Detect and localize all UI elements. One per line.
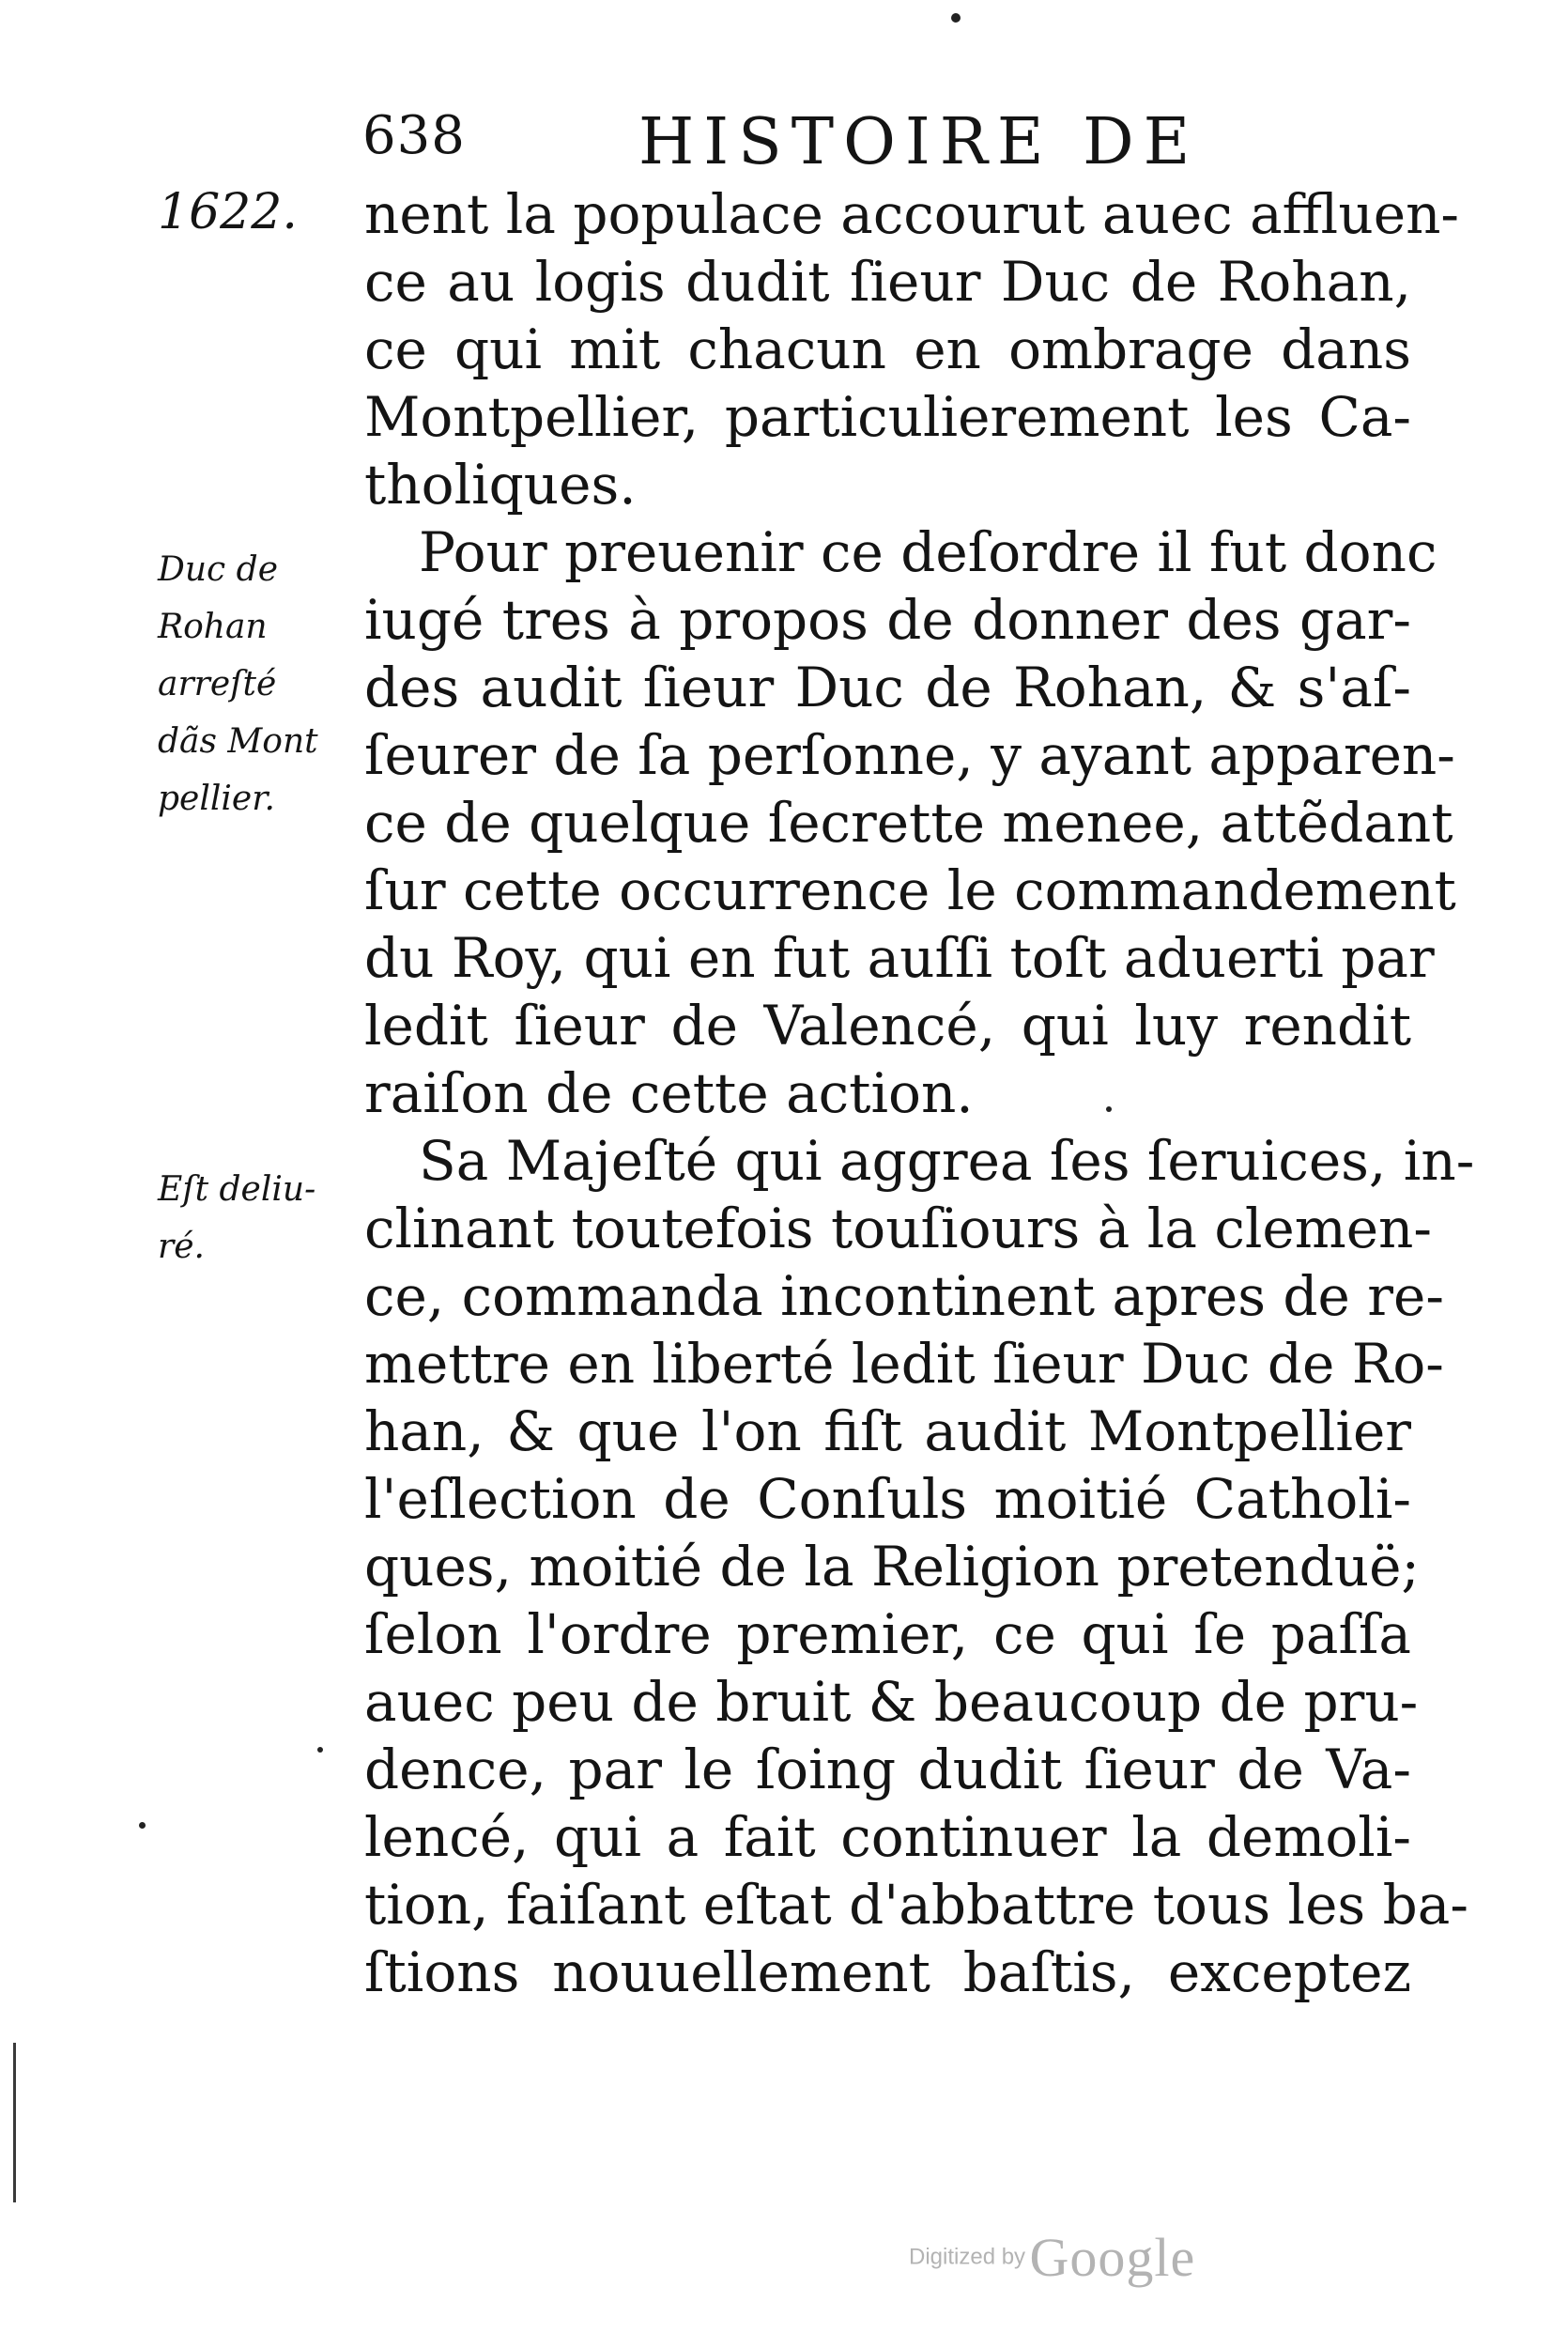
- text-line: ſeurer de ſa perſonne, y ayant apparen-: [364, 723, 1455, 787]
- page-number: 638: [362, 105, 466, 166]
- text-line: mettre en liberté ledit ſieur Duc de Ro-: [364, 1332, 1444, 1396]
- text-line: tholiques.: [364, 453, 637, 517]
- scan-edge-mark: [13, 2043, 16, 2202]
- text-line: auec peu de bruit & beaucoup de pru-: [364, 1670, 1419, 1734]
- page-header: [338, 105, 1258, 180]
- running-title: HISTOIRE DE: [638, 105, 1200, 179]
- margin-note-line: Duc de: [158, 550, 279, 589]
- margin-note-line: arreſté: [158, 665, 277, 703]
- text-line: Montpellier, particulierement les Ca-: [364, 385, 1411, 449]
- body-text: [364, 180, 1475, 2006]
- text-line: ce de quelque ſecrette menee, attẽdant: [364, 791, 1453, 855]
- google-logo: Google: [1029, 2227, 1196, 2288]
- text-line: ce, commanda incontinent apres de re-: [364, 1264, 1444, 1328]
- text-line: raiſon de cette action.: [364, 1061, 974, 1125]
- margin-note-released: [158, 1161, 355, 1275]
- paragraph-2: [364, 518, 1456, 1127]
- text-line: dence, par le ſoing dudit ſieur de Va-: [364, 1738, 1411, 1801]
- text-line: Sa Majeſté qui aggrea ſes ſeruices, in-: [419, 1129, 1475, 1193]
- margin-year: 1622.: [158, 184, 298, 240]
- text-line: iugé tres à propos de donner des gar-: [364, 588, 1411, 652]
- ink-speck: [1106, 1106, 1112, 1112]
- text-line: des audit ſieur Duc de Rohan, & s'aſ-: [364, 656, 1411, 719]
- margin-note-line: ré.: [158, 1228, 205, 1266]
- margin-note-line: pellier.: [158, 780, 275, 818]
- text-line: ſelon l'ordre premier, ce qui ſe paſſa: [364, 1602, 1411, 1666]
- text-line: ques, moitié de la Religion pretenduë;: [364, 1535, 1420, 1599]
- paragraph-3: [364, 1127, 1475, 2006]
- digitized-by-label: Digitized by: [909, 2244, 1026, 2270]
- text-line: ſur cette occurrence le commandement: [364, 858, 1456, 922]
- ink-speck: [139, 1822, 146, 1829]
- text-line: nent la populace accourut auec affluen-: [364, 182, 1460, 246]
- text-line: du Roy, qui en fut auſſi toſt aduerti par: [364, 926, 1435, 990]
- margin-note-line: Rohan: [158, 608, 268, 646]
- text-line: tion, faiſant eſtat d'abbattre tous les ba-: [364, 1873, 1468, 1937]
- text-line: l'eſlection de Conſuls moitié Catholi-: [364, 1467, 1411, 1531]
- text-line: clinant toutefois touſiours à la clemen-: [364, 1197, 1432, 1260]
- text-line: han, & que l'on fiſt audit Montpellier: [364, 1399, 1411, 1463]
- paragraph-1: [364, 180, 1460, 518]
- ink-speck: [951, 13, 961, 23]
- text-line: ſtions nouuellement baſtis, exceptez: [364, 1940, 1411, 2004]
- margin-note-line: Eſt deliu-: [158, 1170, 316, 1209]
- text-line: lencé, qui a fait continuer la demoli-: [364, 1805, 1411, 1869]
- margin-note-line: dãs Mont: [158, 722, 318, 761]
- text-line: ce qui mit chacun en ombrage dans: [364, 317, 1411, 381]
- digitized-by-google-watermark: [909, 2226, 1195, 2301]
- ink-speck: [317, 1747, 323, 1753]
- text-line: Pour preuenir ce deſordre il fut donc: [419, 520, 1437, 584]
- text-line: ledit ſieur de Valencé, qui luy rendit: [364, 994, 1411, 1058]
- text-line: ce au logis dudit ſieur Duc de Rohan,: [364, 250, 1411, 314]
- margin-note-rohan-arrest: [158, 541, 355, 827]
